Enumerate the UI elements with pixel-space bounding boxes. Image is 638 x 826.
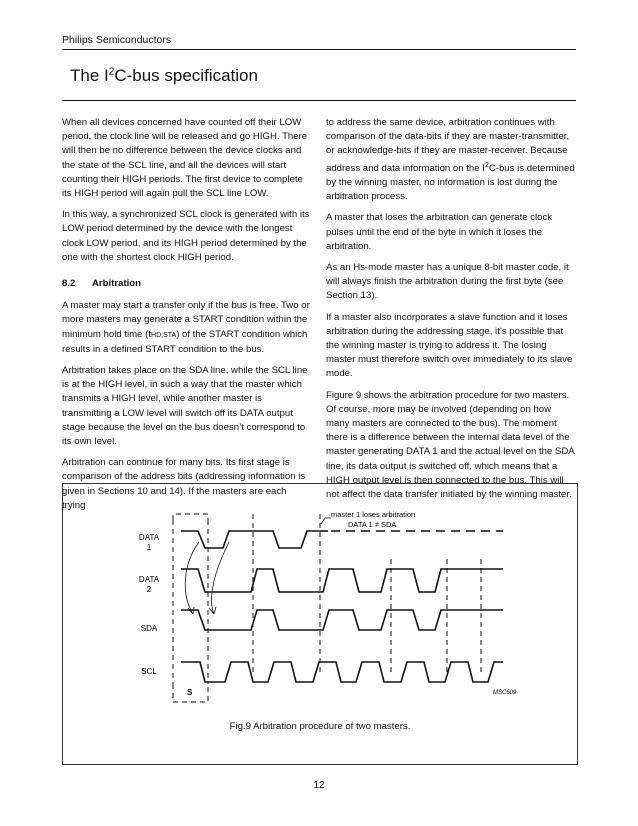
sda-waveform: [181, 610, 503, 630]
paragraph: As an Hs-mode master has a unique 8-bit master code, it will always finish the arbitration during the first byte (see Section 13).: [326, 262, 569, 302]
annotation-line2: DATA 1 ≠ SDA: [348, 520, 397, 529]
sda-label: SDA: [140, 624, 158, 633]
paragraph: Arbitration takes place on the SDA line, while the SCL line is at the HIGH level, in such a way that the master which transmits a HIGH level, while another master is transmitting a LOW level will switch off its DATA output stage because the level on the bus doesn’t correspond to its own level.: [62, 365, 308, 448]
section-heading: 8.2 Arbitration: [62, 278, 142, 290]
start-arrow-1: [185, 542, 199, 614]
data1-label: DATA: [138, 533, 160, 542]
running-header: Philips Semiconductors: [62, 34, 172, 46]
page-number: 12: [313, 780, 325, 791]
time-guides: [173, 514, 481, 684]
data1-waveform: [181, 531, 320, 548]
paragraph: Figure 9 shows the arbitration procedure for two masters. Of course, more may be involved (depending on how many masters are connected to the bus). The moment there is a difference between the internal data level of the master generating DATA 1 and the actual level on the SDA line, its data output is switched off, which means that a HIGH output level is then connected to the bus. This will not affect the data transfer initiated by the winning master.: [326, 389, 575, 501]
paragraph: If a master also incorporates a slave function and it loses arbitration during the addressing stage, it’s possible that the winning master is trying to address it. The losing master must therefore switch over immediately to its slave mode.: [326, 311, 573, 380]
paragraph: When all devices concerned have counted off their LOW period, the clock line will be released and go HIGH. There will then be no difference between the device clocks and the state of the SCL line, and all the devices will start counting their HIGH periods. The first device to complete its HIGH period will again pull the SCL line LOW.: [62, 117, 308, 200]
paragraph: In this way, a synchronized SCL clock is generated with its LOW period determined by the device with the longest clock LOW period, and its HIGH period determined by the one with the shortest clock HIGH period.: [62, 209, 310, 263]
data2-waveform: [181, 569, 503, 592]
start-arrow-2: [212, 542, 229, 614]
title-rule: [62, 100, 576, 101]
start-bracket-top: [173, 514, 208, 520]
svg-text:1: 1: [146, 543, 152, 552]
svg-text:2: 2: [146, 585, 152, 594]
paragraph: A master that loses the arbitration can generate clock pulses until the end of the byte in which it loses the arbitration.: [326, 212, 553, 252]
data2-label: DATA: [138, 575, 160, 584]
page-title: The $I^2C$-bus specification: [70, 66, 258, 85]
figure-caption: Fig.9 Arbitration procedure of two masters.: [229, 721, 411, 732]
figure-code: MSC609: [493, 690, 517, 696]
paragraph: A master may start a transfer only if the bus is free. Two or more masters may generate a START condition within the minimum hold time (tHD;STA) of the START condition which results in a defined START condition to the bus.: [62, 300, 310, 355]
right-column: [326, 116, 575, 509]
paragraph: to address the same device, arbitration continues with comparison of the data-bits if they are master-transmitter, or acknowledge-bits if they are master-receiver. Because address and data information on the $I^2C$-bus is determined by the winning master, no information is lost during the arbitration process.: [326, 117, 575, 203]
paragraph: Arbitration can continue for many bits. Its first stage is comparison of the address bits (addressing information is given in Sections 10 and 14). If the masters are each trying: [62, 457, 306, 511]
header-rule: [62, 49, 576, 50]
scl-label: SCL: [141, 667, 157, 676]
annotation-pointer: [321, 518, 331, 524]
annotation-line1: master 1 loses arbitration: [331, 510, 416, 519]
scl-waveform: [181, 662, 503, 682]
start-label: S: [187, 688, 193, 697]
left-column: [62, 116, 311, 520]
figure-frame: [62, 483, 578, 765]
